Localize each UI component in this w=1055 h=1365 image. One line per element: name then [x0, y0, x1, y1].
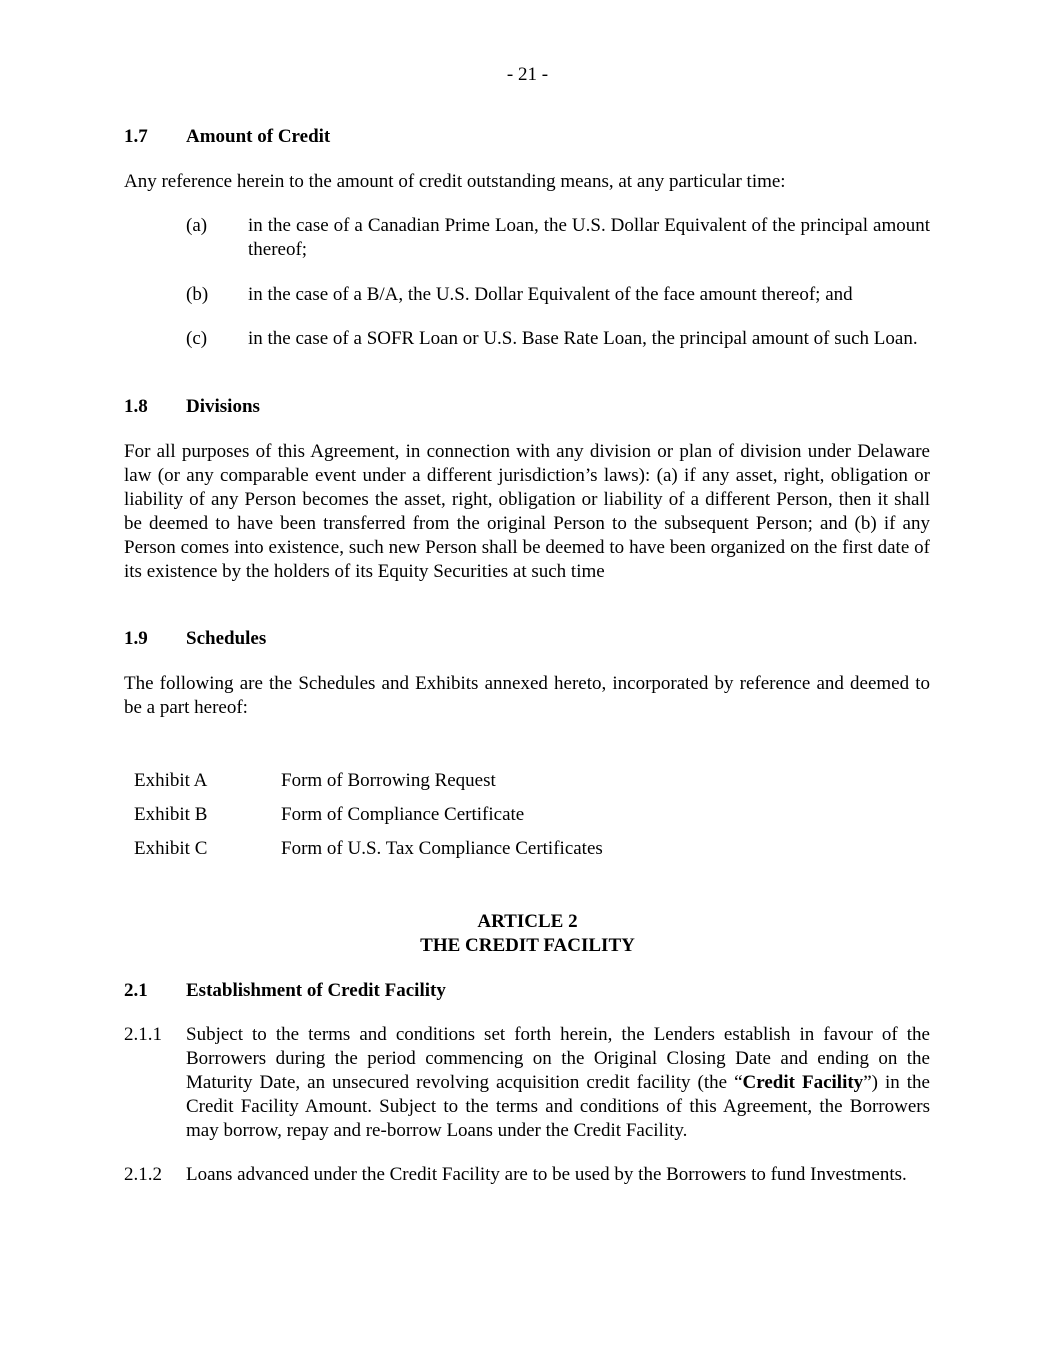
- article-title: THE CREDIT FACILITY: [420, 935, 635, 956]
- exhibit-title: Form of U.S. Tax Compliance Certificates: [281, 838, 603, 859]
- section-number: 2.1: [124, 980, 148, 1001]
- list-item-text: in the case of a Canadian Prime Loan, the U.S. Dollar Equivalent of the principal amount thereof;: [248, 215, 930, 260]
- list-item-label: (a): [186, 215, 208, 236]
- defined-term: Credit Facility: [742, 1072, 864, 1093]
- list-item-label: (c): [186, 328, 208, 349]
- schedules-paragraph: The following are the Schedules and Exhibits annexed hereto, incorporated by reference and deemed to be a part hereof:: [124, 673, 930, 718]
- section-title: Divisions: [186, 396, 260, 417]
- text-before-term: Subject to the terms and conditions set forth herein, the Lenders establish in favour of the Borrowers during the period commencing on the Original Closing Date and ending on the Maturity Date, an unsecured revolving acquisition credit facility (the “: [186, 1024, 930, 1093]
- exhibit-label: Exhibit B: [134, 804, 208, 825]
- section-intro-paragraph: Any reference herein to the amount of credit outstanding means, at any particular time:: [124, 171, 786, 192]
- section-number: 1.8: [124, 396, 148, 417]
- article-number: ARTICLE 2: [477, 911, 578, 932]
- subsection-text: Loans advanced under the Credit Facility are to be used by the Borrowers to fund Investments.: [186, 1164, 907, 1185]
- section-title: Amount of Credit: [186, 126, 331, 147]
- text-after-term: ”) in the Credit Facility Amount. Subject to the terms and conditions of this Agreement, the Borrowers may borrow, repay and re-borrow Loans under the Credit Facility.: [186, 1072, 930, 1141]
- exhibit-label: Exhibit A: [134, 770, 208, 791]
- subsection-number: 2.1.2: [124, 1164, 162, 1185]
- list-item-label: (b): [186, 284, 209, 305]
- exhibit-title: Form of Borrowing Request: [281, 770, 496, 791]
- section-number: 1.9: [124, 628, 148, 649]
- subsection-number: 2.1.1: [124, 1024, 162, 1045]
- page-number: - 21 -: [506, 64, 549, 85]
- section-title: Schedules: [186, 628, 267, 649]
- exhibit-label: Exhibit C: [134, 838, 208, 859]
- exhibit-title: Form of Compliance Certificate: [281, 804, 525, 825]
- section-title: Establishment of Credit Facility: [186, 980, 446, 1001]
- list-item-text: in the case of a B/A, the U.S. Dollar Equivalent of the face amount thereof; and: [248, 284, 853, 305]
- list-item-text: in the case of a SOFR Loan or U.S. Base Rate Loan, the principal amount of such Loan.: [248, 328, 918, 349]
- section-number: 1.7: [124, 126, 148, 147]
- subsection-text: [186, 1023, 930, 1143]
- divisions-paragraph: For all purposes of this Agreement, in connection with any division or plan of division under Delaware law (or any comparable event under a different jurisdiction’s laws): (a) if any asset, right, obligation or liability of any Person becomes the asset, right, obligation or liability of a different Person, then it shall be deemed to have been transferred from the original Person to the subsequent Person; and (b) if any Person comes into existence, such new Person shall be deemed to have been organized on the first date of its existence by the holders of its Equity Securities at such time: [124, 441, 930, 582]
